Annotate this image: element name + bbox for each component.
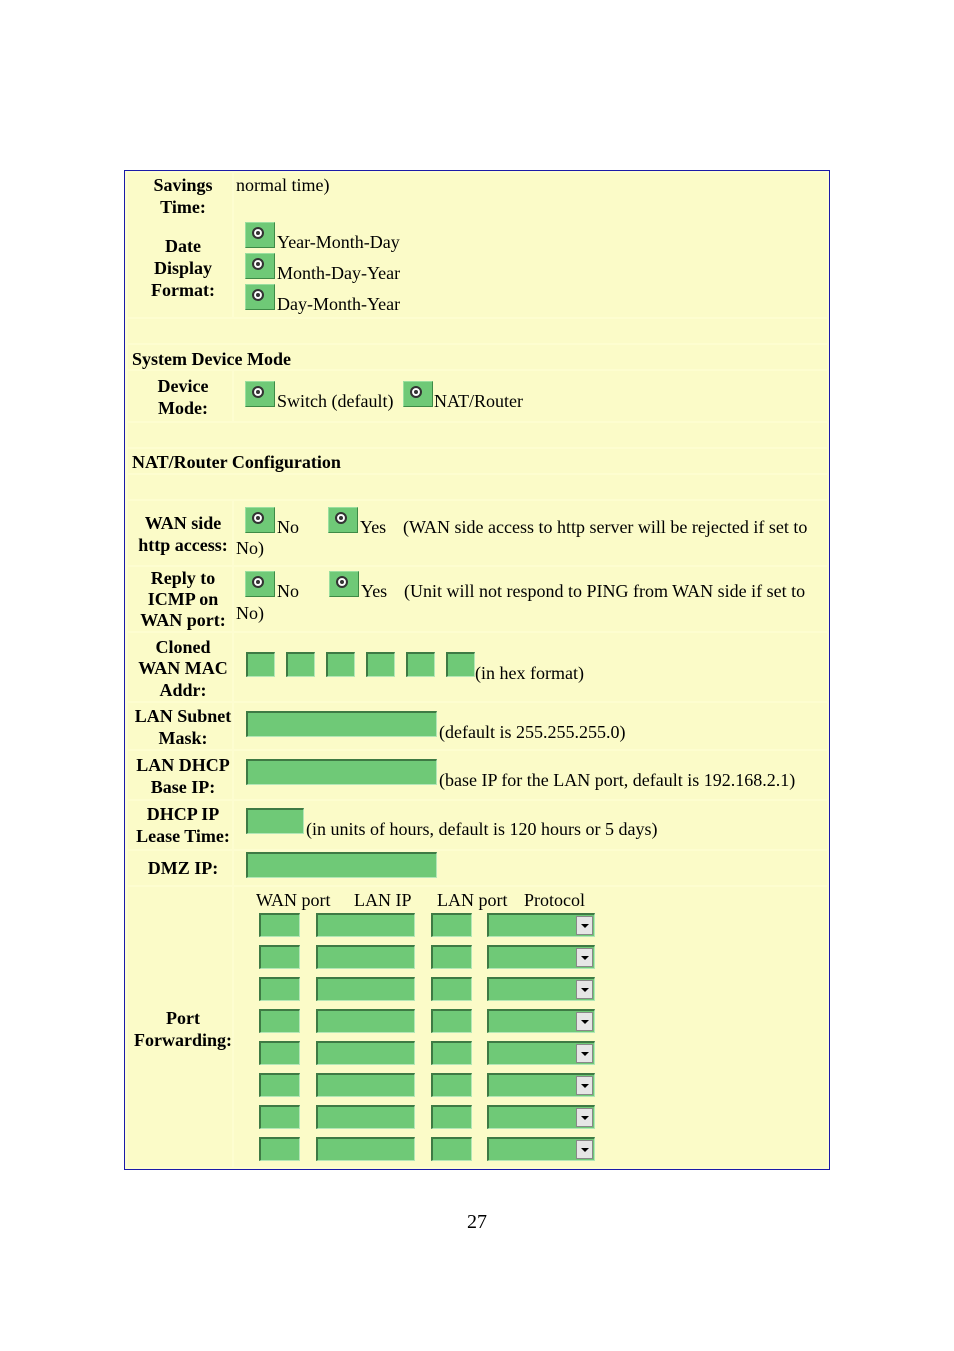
dmz-value-cell <box>234 851 827 885</box>
pf-protocol-select[interactable] <box>487 1137 595 1161</box>
page-number: 27 <box>467 1211 487 1233</box>
mac-label-2: WAN MAC <box>138 658 228 678</box>
icmp-no-label: No <box>277 581 299 601</box>
pf-lan-ip-input[interactable] <box>316 1009 415 1033</box>
icmp-yes-label: Yes <box>361 581 388 601</box>
chevron-down-icon[interactable] <box>576 948 593 967</box>
wan-access-value-cell <box>234 501 827 565</box>
config-table <box>124 170 830 1170</box>
dmz-label: DMZ IP: <box>147 858 219 878</box>
date-option-mdy: Month-Day-Year <box>277 263 401 283</box>
pf-wan-port-input[interactable] <box>259 1041 300 1065</box>
pf-lan-port-input[interactable] <box>431 1041 472 1065</box>
dhcp-base-label-1: LAN DHCP <box>136 755 230 775</box>
spacer-row <box>128 319 827 343</box>
lease-label-1: DHCP IP <box>146 804 220 824</box>
pf-lan-ip-input[interactable] <box>316 1041 415 1065</box>
pf-lan-ip-input[interactable] <box>316 1073 415 1097</box>
date-format-label-2: Display <box>153 258 213 278</box>
pf-protocol-select[interactable] <box>487 1009 595 1033</box>
pf-wan-port-input[interactable] <box>259 1137 300 1161</box>
pf-protocol-select[interactable] <box>487 1073 595 1097</box>
port-forwarding-value-cell <box>234 887 827 1167</box>
savings-label-cell <box>128 173 232 221</box>
subnet-label-cell <box>128 703 232 749</box>
date-option-dmy: Day-Month-Year <box>277 294 401 314</box>
pf-lan-port-input[interactable] <box>431 945 472 969</box>
pf-wan-port-input[interactable] <box>259 1073 300 1097</box>
pf-lan-ip-input[interactable] <box>316 913 415 937</box>
spacer-row <box>128 475 827 499</box>
pf-wan-port-input[interactable] <box>259 1009 300 1033</box>
chevron-down-icon[interactable] <box>576 1076 593 1095</box>
device-mode-value-cell <box>234 371 827 421</box>
pf-lan-port-input[interactable] <box>431 1105 472 1129</box>
port-forwarding-label-2: Forwarding: <box>134 1030 232 1050</box>
savings-label-1: Savings <box>153 175 213 195</box>
wan-access-no-label: No <box>277 517 299 537</box>
icmp-note: (Unit will not respond to PING from WAN side if set to <box>404 581 806 601</box>
pf-protocol-select[interactable] <box>487 977 595 1001</box>
mac-octet-5-input[interactable] <box>406 652 435 677</box>
device-option-nat: NAT/Router <box>434 391 523 411</box>
dhcp-base-label-2: Base IP: <box>150 777 216 797</box>
pf-wan-port-input[interactable] <box>259 1105 300 1129</box>
lease-label-cell <box>128 801 232 849</box>
pf-lan-port-input[interactable] <box>431 913 472 937</box>
pf-lan-ip-input[interactable] <box>316 977 415 1001</box>
icmp-label-cell <box>128 567 232 631</box>
mac-octet-3-input[interactable] <box>326 652 355 677</box>
lease-note: (in units of hours, default is 120 hours or 5 days) <box>306 819 658 839</box>
radio-day-month-year[interactable] <box>245 284 275 310</box>
col-header-wan-port: WAN port <box>256 890 331 910</box>
pf-protocol-select[interactable] <box>487 945 595 969</box>
pf-lan-ip-input[interactable] <box>316 1137 415 1161</box>
lease-label-2: Lease Time: <box>136 826 230 846</box>
pf-wan-port-input[interactable] <box>259 977 300 1001</box>
mac-octet-4-input[interactable] <box>366 652 395 677</box>
nat-section-row <box>128 449 827 473</box>
port-forwarding-label-cell <box>128 887 232 1167</box>
device-mode-label-2: Mode: <box>158 398 208 418</box>
subnet-label-1: LAN Subnet <box>134 706 232 726</box>
radio-year-month-day[interactable] <box>245 222 275 248</box>
wan-access-note: (WAN side access to http server will be rejected if set to <box>403 517 808 537</box>
icmp-label-1: Reply to <box>150 568 216 588</box>
dhcp-base-value-cell <box>234 751 827 799</box>
dhcp-base-note: (base IP for the LAN port, default is 192.168.2.1) <box>439 770 796 790</box>
chevron-down-icon[interactable] <box>576 1012 593 1031</box>
radio-wan-access-no[interactable] <box>245 507 275 533</box>
chevron-down-icon[interactable] <box>576 1140 593 1159</box>
pf-lan-port-input[interactable] <box>431 1009 472 1033</box>
mac-octet-1-input[interactable] <box>246 652 275 677</box>
date-format-value-cell <box>234 221 827 317</box>
lease-time-input[interactable] <box>246 808 304 834</box>
pf-wan-port-input[interactable] <box>259 945 300 969</box>
subnet-value-cell <box>234 703 827 749</box>
device-mode-label-1: Device <box>157 376 209 396</box>
nat-section-title: NAT/Router Configuration <box>132 452 341 472</box>
wan-access-label-cell <box>128 501 232 565</box>
pf-protocol-select[interactable] <box>487 1105 595 1129</box>
mac-label-3: Addr: <box>159 680 207 700</box>
chevron-down-icon[interactable] <box>576 980 593 999</box>
pf-lan-ip-input[interactable] <box>316 1105 415 1129</box>
radio-nat-router[interactable] <box>403 381 433 407</box>
mac-value-cell <box>234 633 827 701</box>
savings-value: normal time) <box>236 175 330 195</box>
dmz-ip-input[interactable] <box>246 852 437 878</box>
chevron-down-icon[interactable] <box>576 916 593 935</box>
dhcp-base-label-cell <box>128 751 232 799</box>
pf-lan-port-input[interactable] <box>431 1137 472 1161</box>
mac-octet-2-input[interactable] <box>286 652 315 677</box>
chevron-down-icon[interactable] <box>576 1108 593 1127</box>
mac-label-1: Cloned <box>155 637 211 657</box>
subnet-mask-input[interactable] <box>246 711 437 737</box>
radio-month-day-year[interactable] <box>245 253 275 279</box>
pf-lan-port-input[interactable] <box>431 977 472 1001</box>
icmp-label-3: WAN port: <box>140 610 226 630</box>
device-mode-label-cell <box>128 371 232 421</box>
system-section-row <box>128 345 827 369</box>
radio-switch[interactable] <box>245 381 275 407</box>
port-forwarding-label-1: Port <box>166 1008 200 1028</box>
date-option-ymd: Year-Month-Day <box>277 232 400 252</box>
dhcp-base-ip-input[interactable] <box>246 759 437 785</box>
icmp-note-end: No) <box>236 603 264 623</box>
savings-label-2: Time: <box>160 197 206 217</box>
wan-access-yes-label: Yes <box>360 517 387 537</box>
mac-label-cell <box>128 633 232 701</box>
chevron-down-icon[interactable] <box>576 1044 593 1063</box>
system-section-title: System Device Mode <box>132 349 291 369</box>
mac-note: (in hex format) <box>475 663 584 683</box>
col-header-lan-ip: LAN IP <box>354 890 412 910</box>
date-format-label-cell <box>128 221 232 317</box>
pf-lan-port-input[interactable] <box>431 1073 472 1097</box>
radio-icmp-no[interactable] <box>245 571 275 597</box>
savings-value-cell <box>234 173 827 221</box>
wan-access-label-1: WAN side <box>144 513 222 533</box>
pf-protocol-select[interactable] <box>487 913 595 937</box>
radio-icmp-yes[interactable] <box>329 571 359 597</box>
subnet-label-2: Mask: <box>158 728 208 748</box>
col-header-lan-port: LAN port <box>437 890 508 910</box>
col-header-protocol: Protocol <box>524 890 585 910</box>
spacer-row <box>128 423 827 447</box>
device-option-switch: Switch (default) <box>277 391 394 411</box>
radio-wan-access-yes[interactable] <box>328 507 358 533</box>
date-format-label-3: Format: <box>151 280 215 300</box>
date-format-label-1: Date <box>165 236 201 256</box>
pf-wan-port-input[interactable] <box>259 913 300 937</box>
subnet-note: (default is 255.255.255.0) <box>439 722 626 742</box>
dmz-label-cell <box>128 851 232 885</box>
lease-value-cell <box>234 801 827 849</box>
wan-access-note-end: No) <box>236 538 264 558</box>
mac-octet-6-input[interactable] <box>446 652 475 677</box>
icmp-label-2: ICMP on <box>147 589 219 609</box>
icmp-value-cell <box>234 567 827 631</box>
pf-protocol-select[interactable] <box>487 1041 595 1065</box>
pf-lan-ip-input[interactable] <box>316 945 415 969</box>
wan-access-label-2: http access: <box>138 535 228 555</box>
